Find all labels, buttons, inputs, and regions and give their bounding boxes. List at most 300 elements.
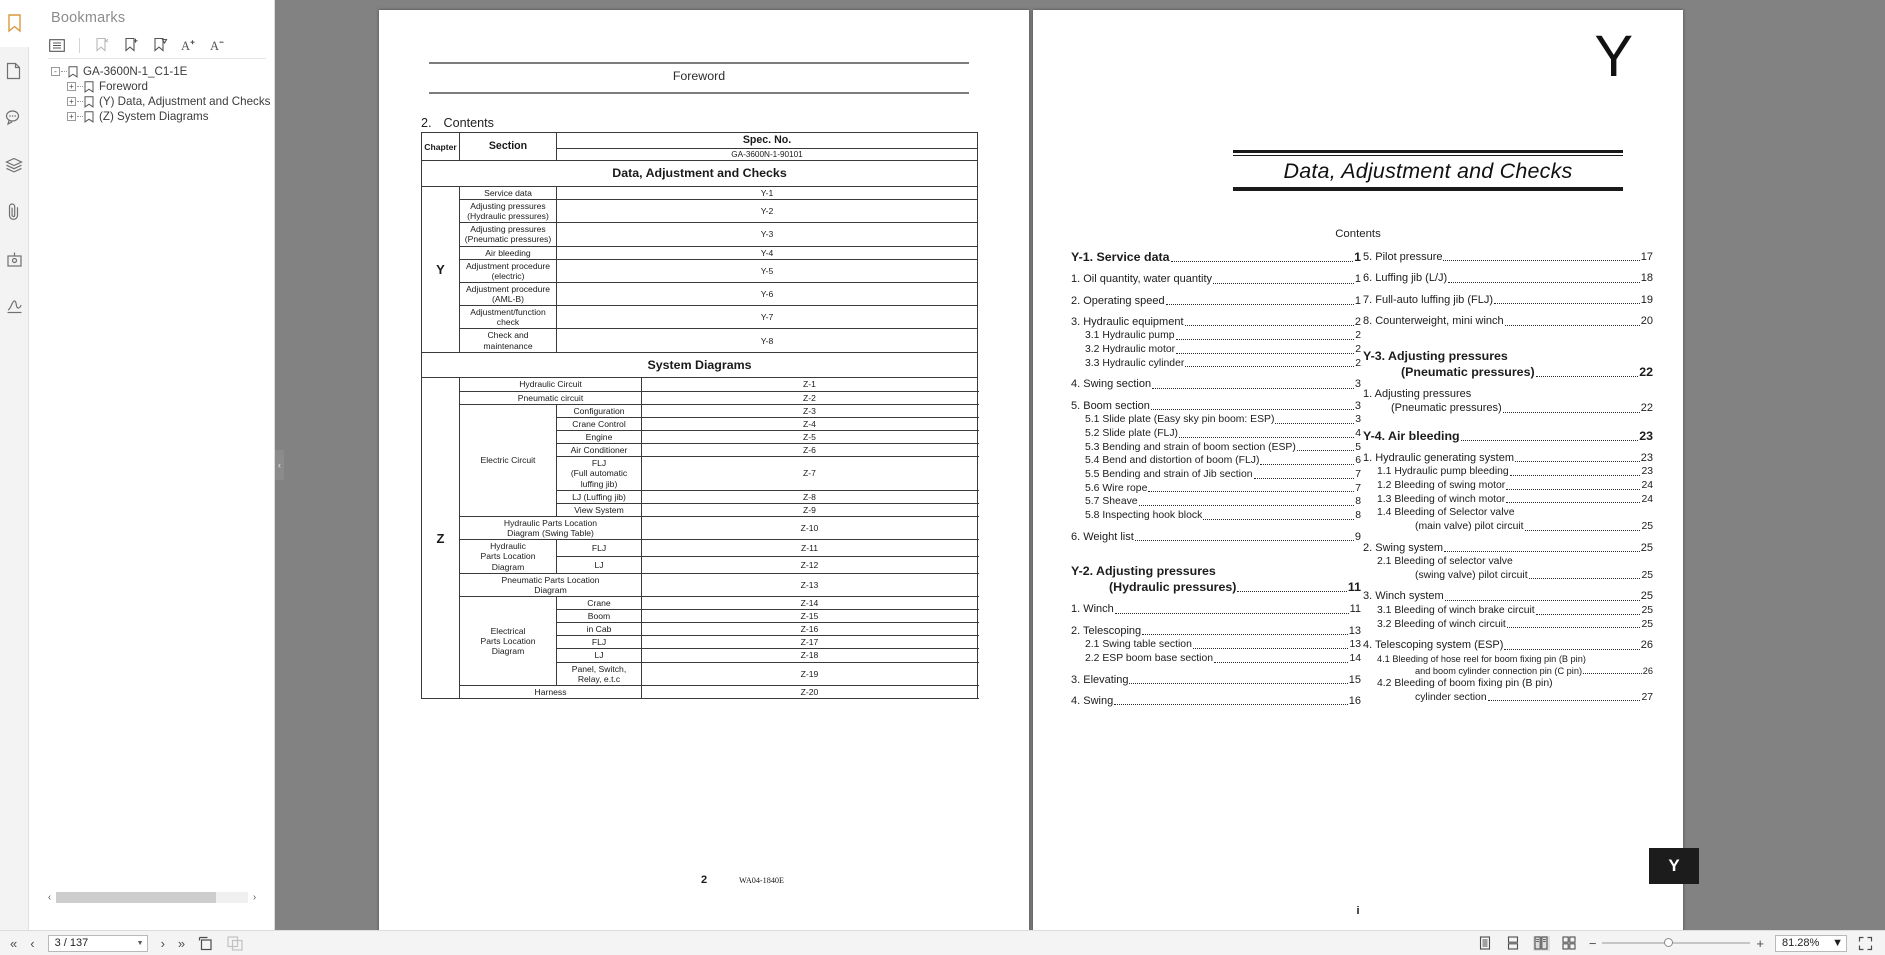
toc-entry[interactable]	[1071, 625, 1361, 638]
table-header-row	[422, 133, 978, 149]
section-cell: Boom	[557, 610, 642, 623]
toc-page-number: 8	[1355, 496, 1361, 508]
section-cell: FLJ	[557, 540, 642, 557]
right-contents-label: Contents	[1335, 228, 1381, 240]
toc-subentry[interactable]	[1363, 480, 1653, 493]
toc-subentry[interactable]	[1071, 358, 1361, 371]
table-banner-row	[422, 352, 978, 378]
zoom-slider-handle[interactable]	[1664, 938, 1673, 947]
toc-entry-label: 1. Winch	[1071, 603, 1114, 616]
bookmark-toggle[interactable]: +	[67, 112, 76, 121]
toc-entry-label: 8. Counterweight, mini winch	[1363, 315, 1504, 328]
table-row	[422, 685, 978, 698]
section-cell: Crane	[557, 596, 642, 609]
chapter-letter: Y	[1594, 24, 1633, 89]
left-page-number: 2	[700, 874, 708, 886]
tree-connector	[61, 71, 67, 72]
bookmark-icon[interactable]	[0, 0, 29, 47]
toc-subentry-cont[interactable]	[1363, 692, 1653, 705]
toc-leader-dots	[1135, 540, 1354, 541]
toc-leader-dots	[1510, 475, 1641, 476]
header-section: Section	[460, 133, 557, 161]
fullscreen-icon[interactable]	[1858, 936, 1873, 951]
toc-leader-dots	[1504, 649, 1639, 650]
document-viewer[interactable]	[275, 0, 1885, 930]
toc-subentry[interactable]	[1071, 455, 1361, 468]
scrollbar-track[interactable]	[56, 892, 248, 903]
section-cell: Hydraulic Circuit	[460, 378, 642, 391]
bookmark-label: Foreword	[99, 80, 148, 93]
toc-entry[interactable]	[1071, 295, 1361, 308]
toc-entry[interactable]	[1363, 388, 1653, 401]
zoom-slider-track[interactable]	[1602, 942, 1750, 944]
spec-cell: Y-1	[557, 186, 978, 199]
header-spec-no: Spec. No.	[557, 133, 978, 149]
toc-page-number: 25	[1641, 520, 1653, 532]
toc-subentry[interactable]	[1071, 639, 1361, 652]
spec-cell: Z-3	[642, 404, 978, 417]
toc-subentry[interactable]	[1363, 619, 1653, 632]
toc-leader-dots	[1171, 261, 1354, 262]
toc-subentry[interactable]	[1071, 496, 1361, 509]
spec-cell: Z-15	[642, 610, 978, 623]
toc-subentry[interactable]	[1071, 469, 1361, 482]
toc-section-heading[interactable]	[1071, 564, 1361, 579]
delete-bookmark-button[interactable]	[93, 36, 111, 54]
bookmarks-horizontal-scrollbar[interactable]	[43, 891, 261, 904]
spec-cell: Z-20	[642, 685, 978, 698]
bookmark-tree-item[interactable]	[29, 79, 275, 94]
banner-system-diagrams: System Diagrams	[422, 352, 978, 378]
next-page-button[interactable]: ›	[160, 935, 165, 951]
toc-entry-label: 1.3 Bleeding of winch motor	[1377, 493, 1506, 505]
spec-cell: Z-8	[642, 490, 978, 503]
toc-entry-label: 4. Swing	[1071, 694, 1114, 707]
toc-entry-label: 4.2 Bleeding of boom fixing pin (B pin)	[1377, 678, 1553, 690]
spec-cell: Z-4	[642, 417, 978, 430]
toc-page-number: 4	[1355, 427, 1361, 439]
bottom-toolbar	[0, 930, 1885, 955]
bookmarks-panel-title: Bookmarks	[51, 10, 126, 26]
spec-cell: Z-17	[642, 636, 978, 649]
toc-subentry[interactable]	[1363, 556, 1653, 569]
toc-subentry[interactable]	[1363, 678, 1653, 691]
foreword-rule-bottom	[429, 92, 969, 94]
toc-leader-dots	[1139, 505, 1355, 506]
toc-leader-dots	[1166, 304, 1354, 305]
toc-entry[interactable]	[1363, 452, 1653, 465]
toc-entry-label: Y-2. Adjusting pressures	[1071, 564, 1216, 579]
toc-page-number: 24	[1641, 493, 1653, 505]
scrollbar-thumb[interactable]	[56, 892, 216, 903]
toc-entry-label: 5.4 Bend and distortion of boom (FLJ)	[1085, 455, 1260, 467]
zoom-out-button[interactable]: −	[1588, 935, 1597, 951]
toc-leader-dots	[1151, 409, 1354, 410]
chapter-cell-z: Z	[422, 378, 460, 699]
bookmark-tree-item[interactable]	[29, 64, 275, 79]
toc-spacer	[1363, 444, 1653, 451]
toc-leader-dots	[1529, 578, 1641, 579]
last-page-button[interactable]: »	[177, 935, 186, 951]
zoom-chevron-down-icon[interactable]: ▼	[1832, 937, 1843, 949]
header-spec-code: GA-3600N-1-90101	[557, 148, 978, 161]
toc-entry[interactable]	[1363, 294, 1653, 307]
toc-entry-label: 3. Elevating	[1071, 673, 1129, 686]
toc-leader-dots	[1461, 440, 1639, 441]
section-cell: Panel, Switch, Relay, e.t.c	[557, 662, 642, 685]
toc-entry-label: (Pneumatic pressures)	[1391, 402, 1502, 415]
chapter-thumb-tab: Y	[1649, 848, 1699, 884]
toc-leader-dots	[1505, 325, 1640, 326]
left-icon-rail	[0, 0, 29, 930]
toc-page-number: 15	[1348, 673, 1361, 686]
toc-section-heading[interactable]	[1071, 250, 1361, 265]
toc-subentry[interactable]	[1071, 414, 1361, 427]
toc-entry-label: 5.7 Sheave	[1085, 496, 1138, 508]
toc-entry-label: cylinder section	[1415, 691, 1487, 703]
table-row	[422, 516, 978, 539]
toc-leader-dots	[1506, 502, 1640, 503]
toc-leader-dots	[1254, 478, 1355, 479]
toc-leader-dots	[1515, 461, 1640, 462]
toc-leader-dots	[1237, 591, 1346, 592]
banner-data-adjustment: Data, Adjustment and Checks	[422, 161, 978, 187]
toc-entry-label: (Hydraulic pressures)	[1109, 580, 1237, 595]
table-row	[422, 596, 978, 609]
toc-spacer	[1363, 329, 1653, 349]
toc-entry[interactable]	[1071, 603, 1361, 616]
chapter-rule-bottom	[1233, 188, 1623, 191]
toc-entry-label: 5.2 Slide plate (FLJ)	[1085, 427, 1178, 439]
section-cell: Adjusting pressures (Pneumatic pressures)	[460, 223, 557, 246]
table-row	[422, 404, 978, 417]
section-group-cell: Hydraulic Parts Location Diagram	[460, 540, 557, 573]
toc-entry-label: 1.2 Bleeding of swing motor	[1377, 479, 1506, 491]
chevron-down-icon[interactable]: ▼	[136, 939, 144, 947]
toc-subentry[interactable]	[1363, 494, 1653, 507]
toc-entry[interactable]	[1071, 378, 1361, 391]
toc-spacer	[1071, 666, 1361, 673]
toc-entry-label: 1. Adjusting pressures	[1363, 387, 1472, 400]
toc-leader-dots	[1536, 614, 1641, 615]
toc-entry-label: 7. Full-auto luffing jib (FLJ)	[1363, 293, 1494, 306]
layers-icon[interactable]	[0, 141, 29, 188]
toc-subentry-cont[interactable]	[1363, 666, 1653, 677]
toc-page-number: 25	[1640, 541, 1653, 554]
spec-cell: Z-13	[642, 573, 978, 596]
toc-entry-label: 2. Operating speed	[1071, 294, 1165, 307]
toc-page-number: 3	[1354, 378, 1361, 391]
toc-entry-label: 2.1 Bleeding of selector valve	[1377, 556, 1513, 568]
spec-cell: Y-5	[557, 259, 978, 282]
two-page-view-button[interactable]	[1533, 936, 1550, 951]
bookmarks-divider	[48, 58, 266, 59]
toc-leader-dots	[1213, 283, 1354, 284]
toc-entry-label: 3.3 Hydraulic cylinder	[1085, 357, 1185, 369]
split-window-icon[interactable]	[227, 936, 243, 951]
toc-page-number: 26	[1640, 639, 1653, 652]
toc-entry-label: 2. Swing system	[1363, 541, 1444, 554]
zoom-level-input[interactable]	[1775, 935, 1847, 952]
spec-cell: Z-1	[642, 378, 978, 391]
spec-cell: Z-2	[642, 391, 978, 404]
section-cell: LJ	[557, 556, 642, 573]
open-new-window-icon[interactable]	[198, 936, 214, 951]
toc-page-number: 13	[1348, 624, 1361, 637]
edit-bookmark-button[interactable]	[151, 36, 169, 54]
toc-subentry[interactable]	[1071, 653, 1361, 666]
section-cell: Check and maintenance	[460, 329, 557, 352]
toc-entry[interactable]	[1363, 590, 1653, 603]
toc-entry-label: 1. Oil quantity, water quantity	[1071, 273, 1213, 286]
toc-leader-dots	[1260, 464, 1354, 465]
toc-entry[interactable]	[1071, 695, 1361, 708]
toc-entry[interactable]	[1363, 315, 1653, 328]
toc-page-number: 8	[1355, 510, 1361, 522]
toc-leader-dots	[1507, 627, 1641, 628]
toc-entry-label: (swing valve) pilot circuit	[1415, 569, 1528, 581]
previous-page-button[interactable]: ‹	[30, 935, 35, 951]
spec-cell: Z-16	[642, 623, 978, 636]
tree-connector	[77, 101, 83, 102]
table-row	[422, 573, 978, 596]
view-zoom-group	[1477, 935, 1885, 952]
toc-spacer	[1071, 523, 1361, 530]
bookmark-list-button[interactable]	[48, 36, 66, 54]
toc-subentry[interactable]	[1071, 510, 1361, 523]
pdf-page-right	[1033, 10, 1683, 930]
toc-spacer	[1071, 265, 1361, 272]
table-row	[422, 378, 978, 391]
toc-entry[interactable]	[1071, 400, 1361, 413]
toc-leader-dots	[1185, 366, 1354, 367]
toc-page-number: 27	[1641, 691, 1653, 703]
bookmark-label: GA-3600N-1_C1-1E	[83, 65, 188, 78]
spec-cell: Z-14	[642, 596, 978, 609]
toc-leader-dots	[1443, 260, 1639, 261]
toc-spacer	[1363, 307, 1653, 314]
left-page-doc-code: WA04-1840E	[739, 876, 785, 885]
toc-leader-dots	[1179, 437, 1354, 438]
zoom-slider-group[interactable]	[1589, 936, 1764, 951]
toc-page-number: 26	[1642, 665, 1653, 676]
spec-cell: Y-8	[557, 329, 978, 352]
toc-leader-dots	[1176, 339, 1355, 340]
toc-entry-label: 4. Telescoping system (ESP)	[1363, 639, 1504, 652]
toc-entry-label: 5.6 Wire rope	[1085, 482, 1148, 494]
table-banner-row	[422, 161, 978, 187]
section-cell: Service data	[460, 186, 557, 199]
add-bookmark-button[interactable]	[122, 36, 140, 54]
toc-subentry[interactable]	[1363, 605, 1653, 618]
toc-page-number: 23	[1639, 428, 1653, 443]
table-row	[422, 223, 978, 246]
section-cell: Air bleeding	[460, 246, 557, 259]
toc-entry-label: 6. Luffing jib (L/J)	[1363, 272, 1448, 285]
table-row	[422, 282, 978, 305]
spec-cell: Z-7	[642, 457, 978, 490]
single-page-view-button[interactable]	[1477, 936, 1494, 951]
toc-entry-label: 1.1 Hydraulic pump bleeding	[1377, 466, 1509, 478]
increase-text-size-button[interactable]	[180, 36, 198, 54]
scroll-right-arrow[interactable]: ›	[252, 892, 257, 903]
decrease-text-size-button[interactable]	[209, 36, 227, 54]
section-cell: View System	[557, 503, 642, 516]
section-cell: Air Conditioner	[557, 444, 642, 457]
toc-entry[interactable]	[1071, 531, 1361, 544]
toc-spacer	[1363, 534, 1653, 541]
toc-page-number: 17	[1640, 251, 1653, 263]
section-cell: FLJ	[557, 636, 642, 649]
toc-section-heading-cont[interactable]	[1363, 365, 1653, 380]
attachment-icon[interactable]	[0, 188, 29, 235]
spec-cell: Z-9	[642, 503, 978, 516]
toc-entry-label: 3.2 Bleeding of winch circuit	[1377, 618, 1506, 630]
toc-page-number: 7	[1355, 482, 1361, 494]
panel-collapse-handle[interactable]: ‹	[275, 450, 284, 480]
spec-cell: Z-19	[642, 662, 978, 685]
toc-page-number: 9	[1354, 530, 1361, 543]
toc-page-number: 6	[1355, 455, 1361, 467]
toc-subentry[interactable]	[1071, 442, 1361, 455]
chapter-cell-y: Y	[422, 186, 460, 352]
toc-page-number: 5	[1355, 441, 1361, 453]
scroll-left-arrow[interactable]: ‹	[47, 892, 52, 903]
section-cell: Engine	[557, 430, 642, 443]
toc-entry[interactable]	[1071, 674, 1361, 687]
section-cell: Adjustment/function check	[460, 306, 557, 329]
toc-entry-label: Y-3. Adjusting pressures	[1363, 348, 1508, 363]
toc-page-number: 2	[1354, 315, 1361, 328]
first-page-button[interactable]: «	[10, 935, 18, 951]
toc-page-number: 1	[1354, 273, 1361, 286]
toc-page-number: 1	[1354, 294, 1361, 307]
pdf-page-left	[379, 10, 1029, 930]
toc-spacer	[1363, 264, 1653, 271]
toc-entry[interactable]	[1363, 639, 1653, 652]
comment-icon[interactable]	[0, 94, 29, 141]
chapter-title-block	[1233, 150, 1623, 191]
toc-entry[interactable]	[1071, 273, 1361, 286]
bookmark-toggle[interactable]: +	[67, 97, 76, 106]
toc-entry-label: 6. Weight list	[1071, 530, 1134, 543]
continuous-scroll-view-button[interactable]	[1505, 936, 1522, 951]
two-page-scroll-view-button[interactable]	[1561, 936, 1578, 951]
spec-cell: Y-2	[557, 199, 978, 222]
bookmark-toggle[interactable]: +	[67, 82, 76, 91]
toc-spacer	[1071, 370, 1361, 377]
zoom-in-button[interactable]: +	[1756, 935, 1764, 951]
chapter-title: Data, Adjustment and Checks	[1283, 159, 1573, 183]
toc-entry-label: 5.5 Bending and strain of Jib section	[1085, 468, 1253, 480]
toc-subentry-cont[interactable]	[1363, 521, 1653, 534]
toc-entry-label: and boom cylinder connection pin (C pin)	[1415, 665, 1582, 676]
toc-page-number: 25	[1641, 604, 1653, 616]
toc-subentry[interactable]	[1363, 654, 1653, 665]
page-thumbnails-icon[interactable]	[0, 47, 29, 94]
toc-subentry[interactable]	[1363, 466, 1653, 479]
table-row	[422, 329, 978, 352]
toc-entry-cont[interactable]	[1363, 402, 1653, 415]
table-row	[422, 391, 978, 404]
toc-subentry[interactable]	[1071, 344, 1361, 357]
spec-cell: Z-12	[642, 556, 978, 573]
spec-cell: Y-7	[557, 306, 978, 329]
stamp-icon[interactable]	[0, 235, 29, 282]
toc-entry[interactable]	[1071, 316, 1361, 329]
zoom-level-value: 81.28%	[1782, 937, 1820, 949]
toc-page-number: 14	[1349, 652, 1361, 664]
section-cell: Harness	[460, 685, 642, 698]
table-row	[422, 540, 978, 557]
toc-leader-dots	[1503, 412, 1640, 413]
bookmark-tree-item[interactable]	[29, 94, 275, 109]
bookmark-toggle[interactable]: -	[51, 67, 60, 76]
toc-entry-label: 3. Hydraulic equipment	[1071, 315, 1184, 328]
toc-leader-dots	[1214, 662, 1348, 663]
toc-section-heading[interactable]	[1363, 349, 1653, 364]
toc-page-number: 2	[1355, 330, 1361, 342]
table-row	[422, 259, 978, 282]
toc-subentry[interactable]	[1071, 483, 1361, 496]
bookmarks-tree	[29, 64, 275, 124]
toc-leader-dots	[1448, 282, 1640, 283]
section-cell: LJ	[557, 649, 642, 662]
page-number-input[interactable]	[48, 935, 148, 952]
toc-page-number: 11	[1347, 580, 1361, 595]
bookmark-tree-item[interactable]	[29, 109, 275, 124]
toc-section-heading-cont[interactable]	[1071, 580, 1361, 595]
toc-page-number: 22	[1640, 402, 1653, 415]
toc-entry-label: 3.1 Hydraulic pump	[1085, 330, 1175, 342]
toc-leader-dots	[1115, 613, 1349, 614]
toc-leader-dots	[1494, 303, 1640, 304]
toc-leader-dots	[1142, 634, 1348, 635]
bookmark-label: (Y) Data, Adjustment and Checks	[99, 95, 271, 108]
toc-subentry-cont[interactable]	[1363, 570, 1653, 583]
toc-entry[interactable]	[1363, 542, 1653, 555]
toc-entry-label: Y-1. Service data	[1071, 250, 1170, 264]
toc-page-number: 3	[1355, 414, 1361, 426]
toc-entry[interactable]	[1363, 251, 1653, 264]
toc-entry-label: 1. Hydraulic generating system	[1363, 451, 1515, 464]
toc-page-number: 2	[1355, 357, 1361, 369]
bookmarks-panel	[29, 0, 275, 930]
toc-section-heading[interactable]	[1363, 429, 1653, 444]
section-cell: Crane Control	[557, 417, 642, 430]
toc-entry-label: 4.1 Bleeding of hose reel for boom fixing pin (B pin)	[1377, 653, 1586, 664]
toc-leader-dots	[1444, 551, 1640, 552]
toc-leader-dots	[1275, 423, 1354, 424]
right-page-number: i	[1356, 905, 1360, 917]
toc-spacer	[1363, 380, 1653, 387]
toc-column-left	[1071, 250, 1361, 708]
toc-entry[interactable]	[1363, 272, 1653, 285]
toc-spacer	[1363, 631, 1653, 638]
toc-page-number: 2	[1355, 344, 1361, 356]
toc-column-right	[1363, 250, 1653, 704]
contents-heading-number: 2.	[421, 116, 432, 130]
toc-subentry[interactable]	[1071, 330, 1361, 343]
toc-page-number: 18	[1640, 272, 1653, 285]
signature-icon[interactable]	[0, 282, 29, 329]
toc-entry-label: 5.8 Inspecting hook block	[1085, 510, 1203, 522]
toc-subentry[interactable]	[1363, 507, 1653, 520]
contents-table	[421, 132, 978, 699]
toc-subentry[interactable]	[1071, 428, 1361, 441]
section-cell: FLJ (Full automatic luffing jib)	[557, 457, 642, 490]
toc-leader-dots	[1583, 673, 1642, 674]
